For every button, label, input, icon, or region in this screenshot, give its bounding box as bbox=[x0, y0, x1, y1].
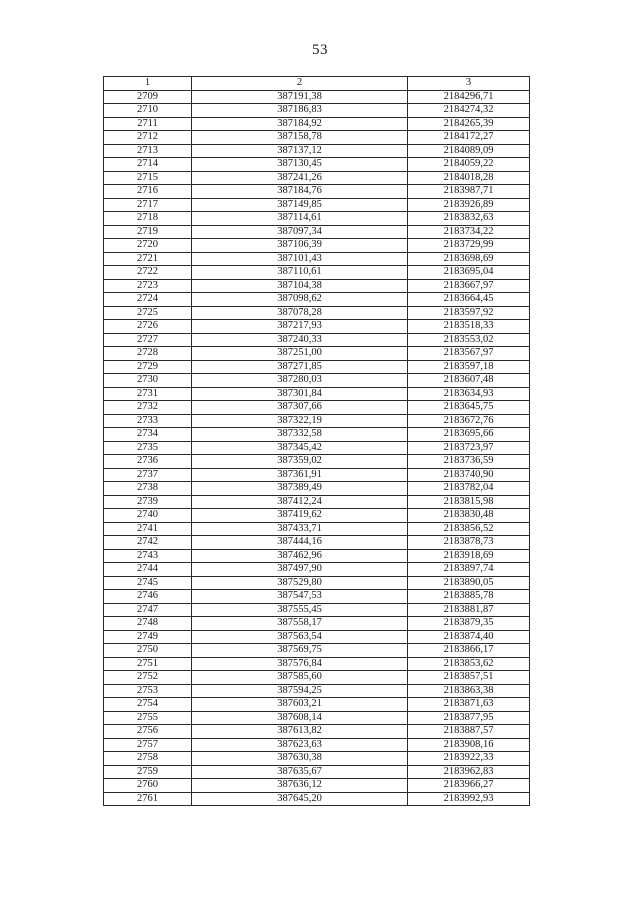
table-row bbox=[104, 212, 530, 226]
cell-x-coordinate: 387149,85 bbox=[192, 198, 408, 212]
cell-x-coordinate: 387623,63 bbox=[192, 738, 408, 752]
cell-x-coordinate: 387184,92 bbox=[192, 117, 408, 131]
table-row bbox=[104, 644, 530, 658]
column-header-x: 2 bbox=[192, 77, 408, 91]
cell-x-coordinate: 387345,42 bbox=[192, 441, 408, 455]
cell-y-coordinate: 2183734,22 bbox=[408, 225, 530, 239]
cell-y-coordinate: 2183881,87 bbox=[408, 603, 530, 617]
cell-x-coordinate: 387186,83 bbox=[192, 104, 408, 118]
cell-point-number: 2738 bbox=[104, 482, 192, 496]
cell-y-coordinate: 2183874,40 bbox=[408, 630, 530, 644]
cell-y-coordinate: 2183908,16 bbox=[408, 738, 530, 752]
cell-y-coordinate: 2183863,38 bbox=[408, 684, 530, 698]
cell-x-coordinate: 387240,33 bbox=[192, 333, 408, 347]
table-row bbox=[104, 455, 530, 469]
table-row bbox=[104, 441, 530, 455]
cell-y-coordinate: 2184172,27 bbox=[408, 131, 530, 145]
cell-point-number: 2730 bbox=[104, 374, 192, 388]
table-row bbox=[104, 698, 530, 712]
cell-x-coordinate: 387444,16 bbox=[192, 536, 408, 550]
cell-x-coordinate: 387594,25 bbox=[192, 684, 408, 698]
cell-x-coordinate: 387563,54 bbox=[192, 630, 408, 644]
cell-point-number: 2746 bbox=[104, 590, 192, 604]
cell-x-coordinate: 387114,61 bbox=[192, 212, 408, 226]
cell-point-number: 2754 bbox=[104, 698, 192, 712]
table-row bbox=[104, 279, 530, 293]
table-row bbox=[104, 684, 530, 698]
cell-point-number: 2710 bbox=[104, 104, 192, 118]
cell-point-number: 2722 bbox=[104, 266, 192, 280]
cell-y-coordinate: 2184274,32 bbox=[408, 104, 530, 118]
table-row bbox=[104, 536, 530, 550]
cell-x-coordinate: 387271,85 bbox=[192, 360, 408, 374]
cell-y-coordinate: 2183634,93 bbox=[408, 387, 530, 401]
table-row bbox=[104, 792, 530, 806]
cell-y-coordinate: 2183597,18 bbox=[408, 360, 530, 374]
cell-y-coordinate: 2183878,73 bbox=[408, 536, 530, 550]
cell-x-coordinate: 387158,78 bbox=[192, 131, 408, 145]
table-row bbox=[104, 117, 530, 131]
table-row bbox=[104, 293, 530, 307]
cell-point-number: 2729 bbox=[104, 360, 192, 374]
cell-point-number: 2758 bbox=[104, 752, 192, 766]
cell-x-coordinate: 387419,62 bbox=[192, 509, 408, 523]
cell-point-number: 2712 bbox=[104, 131, 192, 145]
table-body bbox=[104, 90, 530, 806]
cell-x-coordinate: 387241,26 bbox=[192, 171, 408, 185]
table-row bbox=[104, 752, 530, 766]
cell-point-number: 2755 bbox=[104, 711, 192, 725]
cell-point-number: 2752 bbox=[104, 671, 192, 685]
cell-point-number: 2742 bbox=[104, 536, 192, 550]
cell-point-number: 2724 bbox=[104, 293, 192, 307]
table-row bbox=[104, 185, 530, 199]
cell-x-coordinate: 387636,12 bbox=[192, 779, 408, 793]
cell-point-number: 2733 bbox=[104, 414, 192, 428]
table-row bbox=[104, 320, 530, 334]
cell-point-number: 2761 bbox=[104, 792, 192, 806]
table-row bbox=[104, 252, 530, 266]
table-row bbox=[104, 576, 530, 590]
table-row bbox=[104, 617, 530, 631]
cell-point-number: 2709 bbox=[104, 90, 192, 104]
cell-point-number: 2748 bbox=[104, 617, 192, 631]
cell-y-coordinate: 2183723,97 bbox=[408, 441, 530, 455]
cell-x-coordinate: 387433,71 bbox=[192, 522, 408, 536]
cell-x-coordinate: 387137,12 bbox=[192, 144, 408, 158]
table-row bbox=[104, 131, 530, 145]
table-row bbox=[104, 711, 530, 725]
cell-point-number: 2741 bbox=[104, 522, 192, 536]
cell-y-coordinate: 2183857,51 bbox=[408, 671, 530, 685]
cell-y-coordinate: 2184265,39 bbox=[408, 117, 530, 131]
cell-y-coordinate: 2183782,04 bbox=[408, 482, 530, 496]
table-row bbox=[104, 374, 530, 388]
cell-x-coordinate: 387585,60 bbox=[192, 671, 408, 685]
cell-point-number: 2732 bbox=[104, 401, 192, 415]
cell-y-coordinate: 2183866,17 bbox=[408, 644, 530, 658]
table-row bbox=[104, 104, 530, 118]
cell-point-number: 2711 bbox=[104, 117, 192, 131]
cell-x-coordinate: 387191,38 bbox=[192, 90, 408, 104]
cell-y-coordinate: 2184018,28 bbox=[408, 171, 530, 185]
cell-y-coordinate: 2183597,92 bbox=[408, 306, 530, 320]
cell-point-number: 2731 bbox=[104, 387, 192, 401]
cell-x-coordinate: 387130,45 bbox=[192, 158, 408, 172]
table-row bbox=[104, 158, 530, 172]
cell-point-number: 2714 bbox=[104, 158, 192, 172]
cell-point-number: 2739 bbox=[104, 495, 192, 509]
cell-point-number: 2727 bbox=[104, 333, 192, 347]
cell-x-coordinate: 387645,20 bbox=[192, 792, 408, 806]
cell-x-coordinate: 387332,58 bbox=[192, 428, 408, 442]
cell-point-number: 2720 bbox=[104, 239, 192, 253]
table-row bbox=[104, 225, 530, 239]
cell-point-number: 2737 bbox=[104, 468, 192, 482]
cell-y-coordinate: 2183518,33 bbox=[408, 320, 530, 334]
cell-y-coordinate: 2183877,95 bbox=[408, 711, 530, 725]
table-row bbox=[104, 401, 530, 415]
cell-y-coordinate: 2183830,48 bbox=[408, 509, 530, 523]
cell-y-coordinate: 2183698,69 bbox=[408, 252, 530, 266]
cell-y-coordinate: 2183871,63 bbox=[408, 698, 530, 712]
cell-x-coordinate: 387361,91 bbox=[192, 468, 408, 482]
table-row bbox=[104, 630, 530, 644]
cell-point-number: 2745 bbox=[104, 576, 192, 590]
cell-x-coordinate: 387078,28 bbox=[192, 306, 408, 320]
cell-point-number: 2716 bbox=[104, 185, 192, 199]
coordinates-table bbox=[103, 76, 530, 806]
cell-x-coordinate: 387569,75 bbox=[192, 644, 408, 658]
table-row bbox=[104, 428, 530, 442]
cell-y-coordinate: 2183567,97 bbox=[408, 347, 530, 361]
cell-y-coordinate: 2183922,33 bbox=[408, 752, 530, 766]
cell-y-coordinate: 2183667,97 bbox=[408, 279, 530, 293]
cell-x-coordinate: 387412,24 bbox=[192, 495, 408, 509]
cell-point-number: 2740 bbox=[104, 509, 192, 523]
cell-x-coordinate: 387110,61 bbox=[192, 266, 408, 280]
table-row bbox=[104, 603, 530, 617]
cell-x-coordinate: 387555,45 bbox=[192, 603, 408, 617]
table-row bbox=[104, 347, 530, 361]
table-row bbox=[104, 482, 530, 496]
cell-y-coordinate: 2183607,48 bbox=[408, 374, 530, 388]
table-row bbox=[104, 90, 530, 104]
cell-x-coordinate: 387307,66 bbox=[192, 401, 408, 415]
table-row bbox=[104, 738, 530, 752]
cell-point-number: 2728 bbox=[104, 347, 192, 361]
table-row bbox=[104, 333, 530, 347]
cell-point-number: 2744 bbox=[104, 563, 192, 577]
cell-point-number: 2717 bbox=[104, 198, 192, 212]
cell-point-number: 2736 bbox=[104, 455, 192, 469]
cell-x-coordinate: 387106,39 bbox=[192, 239, 408, 253]
cell-point-number: 2719 bbox=[104, 225, 192, 239]
cell-y-coordinate: 2183992,93 bbox=[408, 792, 530, 806]
table-row bbox=[104, 414, 530, 428]
cell-x-coordinate: 387280,03 bbox=[192, 374, 408, 388]
table-row bbox=[104, 468, 530, 482]
cell-point-number: 2759 bbox=[104, 765, 192, 779]
cell-x-coordinate: 387097,34 bbox=[192, 225, 408, 239]
cell-x-coordinate: 387547,53 bbox=[192, 590, 408, 604]
cell-x-coordinate: 387098,62 bbox=[192, 293, 408, 307]
cell-point-number: 2753 bbox=[104, 684, 192, 698]
cell-y-coordinate: 2183885,78 bbox=[408, 590, 530, 604]
cell-x-coordinate: 387184,76 bbox=[192, 185, 408, 199]
cell-x-coordinate: 387101,43 bbox=[192, 252, 408, 266]
cell-y-coordinate: 2183645,75 bbox=[408, 401, 530, 415]
table-row bbox=[104, 360, 530, 374]
cell-y-coordinate: 2184296,71 bbox=[408, 90, 530, 104]
cell-y-coordinate: 2183553,02 bbox=[408, 333, 530, 347]
table-row bbox=[104, 198, 530, 212]
cell-point-number: 2734 bbox=[104, 428, 192, 442]
cell-point-number: 2743 bbox=[104, 549, 192, 563]
cell-y-coordinate: 2183672,76 bbox=[408, 414, 530, 428]
table-row bbox=[104, 671, 530, 685]
cell-point-number: 2751 bbox=[104, 657, 192, 671]
cell-x-coordinate: 387322,19 bbox=[192, 414, 408, 428]
cell-point-number: 2713 bbox=[104, 144, 192, 158]
cell-y-coordinate: 2183897,74 bbox=[408, 563, 530, 577]
cell-y-coordinate: 2183926,89 bbox=[408, 198, 530, 212]
cell-x-coordinate: 387603,21 bbox=[192, 698, 408, 712]
cell-y-coordinate: 2183962,83 bbox=[408, 765, 530, 779]
cell-point-number: 2750 bbox=[104, 644, 192, 658]
cell-x-coordinate: 387104,38 bbox=[192, 279, 408, 293]
table-row bbox=[104, 522, 530, 536]
cell-x-coordinate: 387389,49 bbox=[192, 482, 408, 496]
cell-point-number: 2726 bbox=[104, 320, 192, 334]
cell-y-coordinate: 2184089,09 bbox=[408, 144, 530, 158]
table-row bbox=[104, 725, 530, 739]
cell-y-coordinate: 2183815,98 bbox=[408, 495, 530, 509]
page-number: 53 bbox=[312, 42, 328, 58]
cell-x-coordinate: 387558,17 bbox=[192, 617, 408, 631]
cell-y-coordinate: 2183987,71 bbox=[408, 185, 530, 199]
column-header-y: 3 bbox=[408, 77, 530, 91]
cell-x-coordinate: 387359,02 bbox=[192, 455, 408, 469]
cell-point-number: 2756 bbox=[104, 725, 192, 739]
cell-x-coordinate: 387462,96 bbox=[192, 549, 408, 563]
cell-y-coordinate: 2183887,57 bbox=[408, 725, 530, 739]
table-row bbox=[104, 171, 530, 185]
cell-y-coordinate: 2183729,99 bbox=[408, 239, 530, 253]
cell-x-coordinate: 387251,00 bbox=[192, 347, 408, 361]
table-row bbox=[104, 765, 530, 779]
cell-x-coordinate: 387635,67 bbox=[192, 765, 408, 779]
cell-x-coordinate: 387613,82 bbox=[192, 725, 408, 739]
cell-y-coordinate: 2183736,59 bbox=[408, 455, 530, 469]
column-header-point-number: 1 bbox=[104, 77, 192, 91]
cell-x-coordinate: 387217,93 bbox=[192, 320, 408, 334]
cell-y-coordinate: 2183853,62 bbox=[408, 657, 530, 671]
table-row bbox=[104, 590, 530, 604]
cell-point-number: 2735 bbox=[104, 441, 192, 455]
table-row bbox=[104, 549, 530, 563]
cell-point-number: 2723 bbox=[104, 279, 192, 293]
table-row bbox=[104, 239, 530, 253]
cell-point-number: 2757 bbox=[104, 738, 192, 752]
cell-y-coordinate: 2183966,27 bbox=[408, 779, 530, 793]
cell-point-number: 2721 bbox=[104, 252, 192, 266]
cell-x-coordinate: 387529,80 bbox=[192, 576, 408, 590]
cell-point-number: 2718 bbox=[104, 212, 192, 226]
cell-y-coordinate: 2183890,05 bbox=[408, 576, 530, 590]
table-row bbox=[104, 387, 530, 401]
cell-x-coordinate: 387608,14 bbox=[192, 711, 408, 725]
table-row bbox=[104, 779, 530, 793]
cell-y-coordinate: 2183695,66 bbox=[408, 428, 530, 442]
table-row bbox=[104, 657, 530, 671]
cell-x-coordinate: 387301,84 bbox=[192, 387, 408, 401]
cell-y-coordinate: 2183664,45 bbox=[408, 293, 530, 307]
cell-x-coordinate: 387497,90 bbox=[192, 563, 408, 577]
cell-point-number: 2749 bbox=[104, 630, 192, 644]
cell-x-coordinate: 387576,84 bbox=[192, 657, 408, 671]
cell-y-coordinate: 2183695,04 bbox=[408, 266, 530, 280]
table-header-row bbox=[104, 77, 530, 91]
table-row bbox=[104, 495, 530, 509]
cell-x-coordinate: 387630,38 bbox=[192, 752, 408, 766]
table-row bbox=[104, 563, 530, 577]
cell-point-number: 2747 bbox=[104, 603, 192, 617]
table-row bbox=[104, 509, 530, 523]
cell-y-coordinate: 2183879,35 bbox=[408, 617, 530, 631]
cell-y-coordinate: 2183832,63 bbox=[408, 212, 530, 226]
cell-point-number: 2760 bbox=[104, 779, 192, 793]
cell-point-number: 2715 bbox=[104, 171, 192, 185]
cell-y-coordinate: 2183918,69 bbox=[408, 549, 530, 563]
table-row bbox=[104, 306, 530, 320]
cell-point-number: 2725 bbox=[104, 306, 192, 320]
cell-y-coordinate: 2183856,52 bbox=[408, 522, 530, 536]
table-row bbox=[104, 266, 530, 280]
cell-y-coordinate: 2184059,22 bbox=[408, 158, 530, 172]
cell-y-coordinate: 2183740,90 bbox=[408, 468, 530, 482]
table-row bbox=[104, 144, 530, 158]
